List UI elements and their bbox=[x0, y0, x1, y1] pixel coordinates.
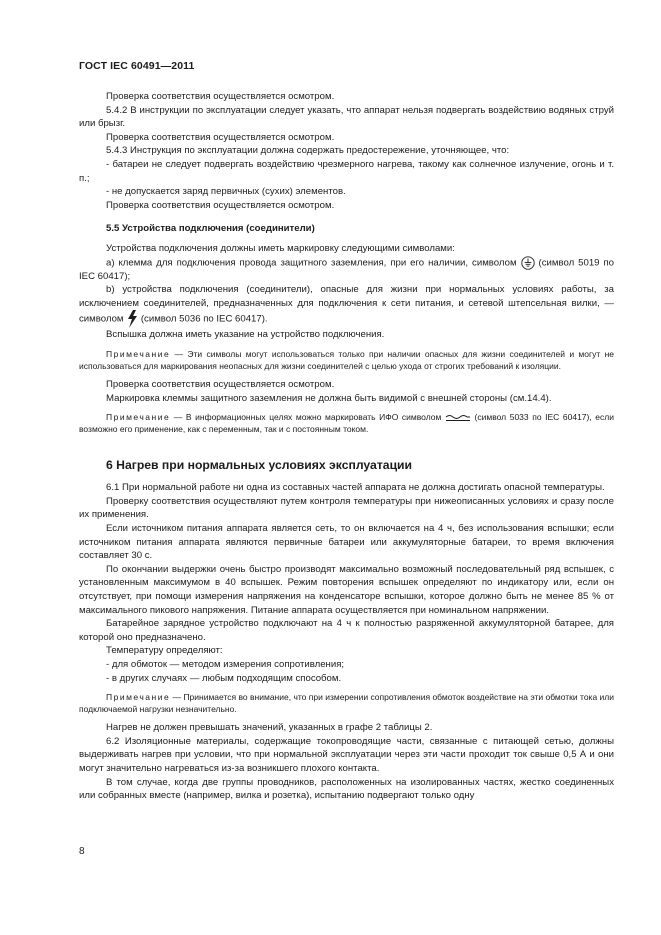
note-label: Примечание bbox=[106, 349, 171, 360]
page-number: 8 bbox=[79, 846, 85, 857]
list-item-text: (символ 5019 по IEC 60417); bbox=[79, 257, 615, 282]
paragraph: Нагрев не должен превышать значений, указанных в графе 2 таблицы 2. bbox=[106, 722, 433, 734]
paragraph: Проверка соответствия осуществляется осмотром. bbox=[106, 199, 335, 211]
note-text: — Принимается во внимание, что при измерении сопротивления обмоток воздействие на эти обмотки тока или подключаемой нагрузки незначительно. bbox=[79, 692, 614, 715]
paragraph: В том случае, когда две группы проводников, расположенных на изолированных частях, жестко соединенных или собранных вместе (например, вилка и розетка), испытанию подвергают только одну bbox=[79, 776, 614, 802]
protective-earth-icon bbox=[521, 256, 535, 270]
list-item-text: b) устройства подключения (соединители), опасные для жизни при нормальных условиях работы, за исключением соединителей, предназначенных для подключения к сети питания, и сетевой штепсельная вилки, — символом bbox=[79, 284, 614, 325]
list-item: - не допускается заряд первичных (сухих) элементов. bbox=[106, 186, 346, 198]
ac-dc-symbol-icon bbox=[445, 414, 471, 422]
paragraph: 6.1 При нормальной работе ни одна из составных частей аппарата не должна достигать опасной температуры. bbox=[106, 482, 605, 494]
section-heading: 5.5 Устройства подключения (соединители) bbox=[106, 223, 315, 235]
list-item: - для обмоток — методом измерения сопротивления; bbox=[106, 658, 345, 670]
paragraph: Проверку соответствия осуществляют путем контроля температуры при нижеописанных условиях и сразу после их применения. bbox=[79, 495, 614, 521]
list-item: - батареи не следует подвергать воздействию чрезмерного нагрева, такому как солнечное излучение, огонь и т. п.; bbox=[79, 158, 614, 184]
page-content bbox=[79, 90, 614, 803]
note bbox=[79, 691, 614, 715]
paragraph: По окончании выдержки очень быстро производят максимально возможный последовательный ряд вспышек, с установленным максимумом в 40 вспышек. Режим повторения вспышек определяют по индикатору или, если он отсутствует, при помощи измерения напряжения на конденсаторе вспышки, которое должно быть не менее 85 % от максимального пикового напряжения. Питание аппарата осуществляется при номинальном напряжении. bbox=[79, 563, 614, 616]
section-heading: 6 Нагрев при нормальных условиях эксплуатации bbox=[106, 458, 413, 473]
note-text: — В информационных целях можно маркировать ИФО символом bbox=[170, 412, 442, 423]
lightning-hazard-icon bbox=[126, 310, 138, 328]
paragraph: Проверка соответствия осуществляется осмотром. bbox=[106, 379, 335, 391]
note-text: — Эти символы могут использоваться только при наличии опасных для жизни соединителей и могут не использоваться для маркирования неопасных для жизни соединителей с целью ухода от строгих требований к изоляции. bbox=[79, 349, 614, 372]
list-item: - в других случаях — любым подходящим способом. bbox=[106, 672, 342, 684]
list-item-text: а) клемма для подключения провода защитного заземления, при его наличии, символом bbox=[106, 257, 517, 269]
paragraph: Проверка соответствия осуществляется осмотром. bbox=[106, 131, 335, 143]
list-item bbox=[79, 256, 614, 284]
paragraph: Вспышка должна иметь указание на устройство подключения. bbox=[106, 329, 385, 341]
note-text: (символ 5033 по IEC 60417), если возможно его применение, как с переменным, так и с постоянным током. bbox=[79, 412, 614, 435]
note bbox=[79, 411, 614, 435]
paragraph: Если источником питания аппарата является сеть, то он включается на 4 ч, без использования вспышки; если источником питания аппарата являются первичные батареи или аккумуляторные батареи, то время включения составляет 30 с. bbox=[79, 523, 614, 562]
paragraph: 5.4.2 В инструкции по эксплуатации следует указать, что аппарат нельзя подвергать воздействию водяных струй или брызг. bbox=[79, 104, 614, 130]
note-label: Примечание bbox=[106, 692, 171, 703]
paragraph: Батарейное зарядное устройство подключают на 4 ч к полностью разряженной аккумуляторной батарее, для которой оно предназначено. bbox=[79, 618, 614, 643]
paragraph: 5.4.3 Инструкция по эксплуатации должна содержать предостережение, уточняющее, что: bbox=[106, 145, 510, 157]
page-header: ГОСТ IEC 60491—2011 bbox=[79, 60, 195, 72]
note-label: Примечание bbox=[106, 412, 171, 423]
paragraph: Устройства подключения должны иметь маркировку следующими символами: bbox=[106, 242, 455, 254]
paragraph: Проверка соответствия осуществляется осмотром. bbox=[106, 91, 335, 102]
list-item bbox=[79, 283, 614, 328]
list-item-text: (символ 5036 по IEC 60417). bbox=[140, 313, 268, 325]
paragraph: 6.2 Изоляционные материалы, содержащие токопроводящие части, связанные с питающей сетью, должны выдерживать нагрев при условии, что при нормальной эксплуатации через эти части проходит ток свыше 0,5 А и они могут значительно нагреваться из-за возникшего плохого контакта. bbox=[79, 735, 614, 774]
note bbox=[79, 348, 614, 372]
paragraph: Температуру определяют: bbox=[106, 645, 223, 657]
paragraph: Маркировка клеммы защитного заземления не должна быть видимой с внешней стороны (см.14.4). bbox=[106, 392, 552, 404]
